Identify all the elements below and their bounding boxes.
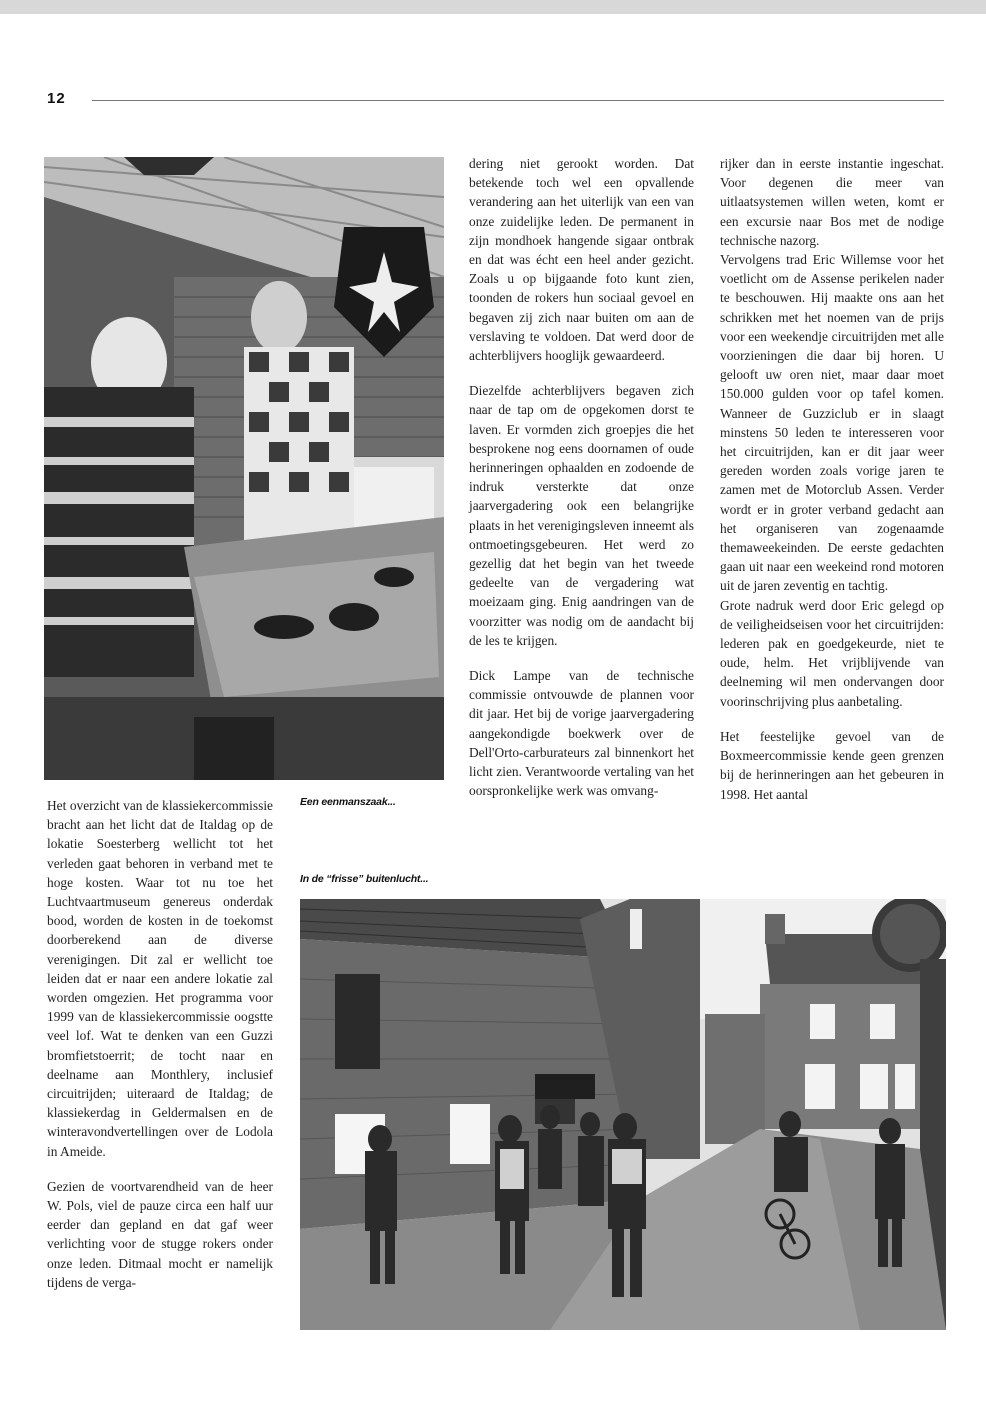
scan-edge	[0, 0, 986, 14]
caption-buitenlucht: In de “frisse” buitenlucht...	[300, 873, 429, 885]
page-number: 12	[47, 90, 66, 107]
paragraph: dering niet gerookt worden. Dat betekende toch wel een opvallende verandering aan het uiterlijk van een van onze zuidelijke leden. De permanent in zijn mondhoek hangende sigaar ontbrak en dat was écht een heel ander gezicht. Zoals u op bijgaande foto kunt zien, toonden de rokers hun sociaal gevoel en begaven zij zich naar buiten om aan de verslaving te voldoen. Dat werd door de achterblijvers hooglijk gewaardeerd.	[469, 156, 694, 364]
paragraph: Vervolgens trad Eric Willemse voor het voetlicht om de Assense perikelen nader te beschouwen. Hij maakte ons aan het schrikken met het noemen van de prijs voor een weekendje circuitrijden met alle voorzieningen die daar bij horen. U gelooft uw oren niet, maar daar moet 150.000 gulden voor op tafel komen. Wanneer de Guzziclub er in slaagt minstens 50 leden te interesseren voor het circuitrijden, kan er dit jaar weer gereden worden zoals vorige jaren te zamen met de Motorclub Assen. Verder wordt er in groter verband gedacht aan het organiseren van zogenaamde themaweekeinden. De eerste gedachten gaan uit naar een weekeind rond motoren uit de jaren zeventig en tachtig.	[720, 252, 944, 594]
caption-eenmanszaak: Een eenmanszaak...	[300, 796, 396, 808]
column-right	[720, 154, 944, 820]
paragraph: Diezelfde achterblijvers begaven zich naar de tap om de opgekomen dorst te laven. Er vormden zich groepjes die het besprokene nog eens doornamen of oude herinneringen ophaalden en zodoende de indruk versterkte dat onze jaarvergadering ook een belangrijke plaats in het verenigingsleven inneemt als ontmoetingsgebeuren. Het werd zo gezellig dat het begin van het tweede gedeelte van de vergadering wat moeizaam ging. Enig aandringen van de voorzitter was nodig om de aandacht bij de les te krijgen.	[469, 383, 694, 648]
photo-street	[300, 899, 946, 1330]
paragraph: Gezien de voortvarendheid van de heer W. Pols, viel de pauze circa een half uur eerder dan gepland en dat gaf weer verlichting voor de stugge rokers onder onze leden. Ditmaal mocht er namelijk tijdens de verga-	[47, 1178, 273, 1290]
photo-workshop	[44, 157, 444, 780]
photo-street-illustration	[300, 899, 946, 1330]
paragraph: Het feestelijke gevoel van de Boxmeercommissie kende geen grenzen bij de herinneringen aan het gebeuren in 1998. Het aantal	[720, 728, 944, 802]
photo-workshop-illustration	[44, 157, 444, 780]
column-middle	[469, 154, 694, 817]
paragraph: Grote nadruk werd door Eric gelegd op de veiligheidseisen voor het circuitrijden: lederen pak en goedgekeurde, niet te oude, helm. Het vrijblijvende van deelneming wil men ondervangen door voorinschrijving plus aanbetaling.	[720, 597, 944, 709]
column-left	[47, 796, 273, 1308]
paragraph: rijker dan in eerste instantie ingeschat. Voor degenen die meer van uitlaatsystemen willen weten, komt er een excursie naar Bos met de nodige technische nazorg.	[720, 156, 944, 248]
paragraph: Dick Lampe van de technische commissie ontvouwde de plannen voor dit jaar. Het bij de vorige jaarvergadering aangekondigde boekwerk over de Dell'Orto-carburateurs zal binnenkort het licht zien. Verantwoorde vertaling van het oorspronkelijke werk was omvang-	[469, 668, 694, 799]
paragraph: Het overzicht van de klassiekercommissie bracht aan het licht dat de Italdag op de lokatie Soesterberg wellicht tot het verleden gaat behoren in verband met te hoge kosten. Waar tot nu toe het Luchtvaartmuseum genereus onderdak bood, worden de kosten in de toekomst doorberekend aan de diverse verenigingen. Dit zal er wellicht toe leiden dat er naar een andere lokatie zal worden omgezien. Het programma voor 1999 van de klassiekercommissie oogstte veel lof. Wat te denken van een Guzzi bromfietstoerrit; de tocht naar en deelname aan Monthlery, inclusief circuitrijden; uiteraard de Italdag; de klassiekerdag in Geldermalsen en de winteravondvertellingen over de Lodola in Ameide.	[47, 798, 273, 1159]
header-rule	[92, 100, 944, 101]
